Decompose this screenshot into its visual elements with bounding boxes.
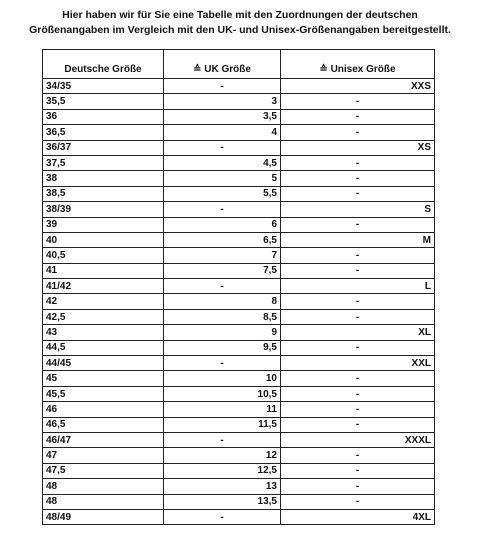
german-size-cell: 36/37 <box>43 140 164 155</box>
header-unisex-size: ≙ Unisex Größe <box>281 50 435 79</box>
uk-size-cell: 9,5 <box>164 340 281 355</box>
unisex-size-cell: XL <box>281 325 435 340</box>
uk-size-cell: 8,5 <box>164 309 281 324</box>
table-row <box>43 402 435 417</box>
unisex-size-cell: - <box>281 463 435 478</box>
table-row <box>43 494 435 509</box>
german-size-cell: 46 <box>43 402 164 417</box>
table-row <box>43 386 435 401</box>
german-size-cell: 45 <box>43 371 164 386</box>
intro-line-2: Größenangaben im Vergleich mit den UK- und Unisex-Größenangaben bereitgestellt. <box>29 24 451 36</box>
uk-size-cell: - <box>164 432 281 447</box>
uk-size-cell: 7 <box>164 248 281 263</box>
uk-size-cell: 12,5 <box>164 463 281 478</box>
table-row <box>43 294 435 309</box>
unisex-size-cell: - <box>281 155 435 170</box>
german-size-cell: 46/47 <box>43 432 164 447</box>
unisex-size-cell: - <box>281 94 435 109</box>
table-row <box>43 140 435 155</box>
german-size-cell: 38 <box>43 171 164 186</box>
german-size-cell: 36,5 <box>43 125 164 140</box>
uk-size-cell: - <box>164 140 281 155</box>
header-german-size: Deutsche Größe <box>43 50 164 79</box>
unisex-size-cell: L <box>281 279 435 294</box>
uk-size-cell: 6 <box>164 217 281 232</box>
uk-size-cell: 7,5 <box>164 263 281 278</box>
size-rows <box>43 79 435 525</box>
table-row <box>43 94 435 109</box>
table-row <box>43 309 435 324</box>
uk-size-cell: - <box>164 509 281 524</box>
table-row <box>43 432 435 447</box>
unisex-size-cell: 4XL <box>281 509 435 524</box>
german-size-cell: 41/42 <box>43 279 164 294</box>
unisex-size-cell: - <box>281 340 435 355</box>
uk-size-cell: 3 <box>164 94 281 109</box>
uk-size-cell: 10 <box>164 371 281 386</box>
german-size-cell: 48 <box>43 494 164 509</box>
uk-size-cell: 3,5 <box>164 109 281 124</box>
german-size-cell: 34/35 <box>43 79 164 94</box>
unisex-size-cell: XXL <box>281 356 435 371</box>
table-row <box>43 509 435 524</box>
table-row <box>43 125 435 140</box>
german-size-cell: 42,5 <box>43 309 164 324</box>
german-size-cell: 47,5 <box>43 463 164 478</box>
uk-size-cell: - <box>164 79 281 94</box>
table-row <box>43 186 435 201</box>
uk-size-cell: 11 <box>164 402 281 417</box>
table-row <box>43 217 435 232</box>
unisex-size-cell: XS <box>281 140 435 155</box>
unisex-size-cell: M <box>281 232 435 247</box>
unisex-size-cell: - <box>281 125 435 140</box>
uk-size-cell: 9 <box>164 325 281 340</box>
uk-size-cell: 5,5 <box>164 186 281 201</box>
uk-size-cell: 12 <box>164 448 281 463</box>
table-row <box>43 263 435 278</box>
unisex-size-cell: - <box>281 263 435 278</box>
table-row <box>43 463 435 478</box>
german-size-cell: 38,5 <box>43 186 164 201</box>
unisex-size-cell: S <box>281 202 435 217</box>
german-size-cell: 40 <box>43 232 164 247</box>
german-size-cell: 39 <box>43 217 164 232</box>
uk-size-cell: 4,5 <box>164 155 281 170</box>
table-row <box>43 155 435 170</box>
unisex-size-cell: - <box>281 294 435 309</box>
table-row <box>43 79 435 94</box>
unisex-size-cell: XXS <box>281 79 435 94</box>
german-size-cell: 45,5 <box>43 386 164 401</box>
table-row <box>43 248 435 263</box>
german-size-cell: 41 <box>43 263 164 278</box>
unisex-size-cell: - <box>281 448 435 463</box>
table-row <box>43 279 435 294</box>
uk-size-cell: 13,5 <box>164 494 281 509</box>
uk-size-cell: 11,5 <box>164 417 281 432</box>
table-row <box>43 371 435 386</box>
uk-size-cell: 13 <box>164 479 281 494</box>
intro-line-1: Hier haben wir für Sie eine Tabelle mit den Zuordnungen der deutschen <box>62 9 418 21</box>
uk-size-cell: 6,5 <box>164 232 281 247</box>
table-row <box>43 340 435 355</box>
german-size-cell: 36 <box>43 109 164 124</box>
header-row <box>43 50 435 79</box>
german-size-cell: 37,5 <box>43 155 164 170</box>
german-size-cell: 46,5 <box>43 417 164 432</box>
table-row <box>43 356 435 371</box>
uk-size-cell: 5 <box>164 171 281 186</box>
unisex-size-cell: - <box>281 217 435 232</box>
german-size-cell: 48 <box>43 479 164 494</box>
table-row <box>43 109 435 124</box>
german-size-cell: 44/45 <box>43 356 164 371</box>
german-size-cell: 48/49 <box>43 509 164 524</box>
unisex-size-cell: - <box>281 171 435 186</box>
intro-text <box>0 8 480 38</box>
table-row <box>43 232 435 247</box>
german-size-cell: 43 <box>43 325 164 340</box>
german-size-cell: 35,5 <box>43 94 164 109</box>
uk-size-cell: - <box>164 202 281 217</box>
table-row <box>43 417 435 432</box>
unisex-size-cell: - <box>281 186 435 201</box>
uk-size-cell: - <box>164 279 281 294</box>
header-uk-size: ≙ UK Größe <box>164 50 281 79</box>
german-size-cell: 40,5 <box>43 248 164 263</box>
unisex-size-cell: - <box>281 248 435 263</box>
table-row <box>43 325 435 340</box>
german-size-cell: 38/39 <box>43 202 164 217</box>
unisex-size-cell: - <box>281 109 435 124</box>
unisex-size-cell: - <box>281 386 435 401</box>
uk-size-cell: - <box>164 356 281 371</box>
table-row <box>43 171 435 186</box>
table-row <box>43 448 435 463</box>
unisex-size-cell: XXXL <box>281 432 435 447</box>
german-size-cell: 42 <box>43 294 164 309</box>
unisex-size-cell: - <box>281 479 435 494</box>
german-size-cell: 47 <box>43 448 164 463</box>
table-row <box>43 479 435 494</box>
table-row <box>43 202 435 217</box>
uk-size-cell: 10,5 <box>164 386 281 401</box>
unisex-size-cell: - <box>281 417 435 432</box>
unisex-size-cell: - <box>281 494 435 509</box>
unisex-size-cell: - <box>281 402 435 417</box>
uk-size-cell: 4 <box>164 125 281 140</box>
unisex-size-cell: - <box>281 309 435 324</box>
size-table <box>42 49 435 525</box>
unisex-size-cell: - <box>281 371 435 386</box>
german-size-cell: 44,5 <box>43 340 164 355</box>
uk-size-cell: 8 <box>164 294 281 309</box>
